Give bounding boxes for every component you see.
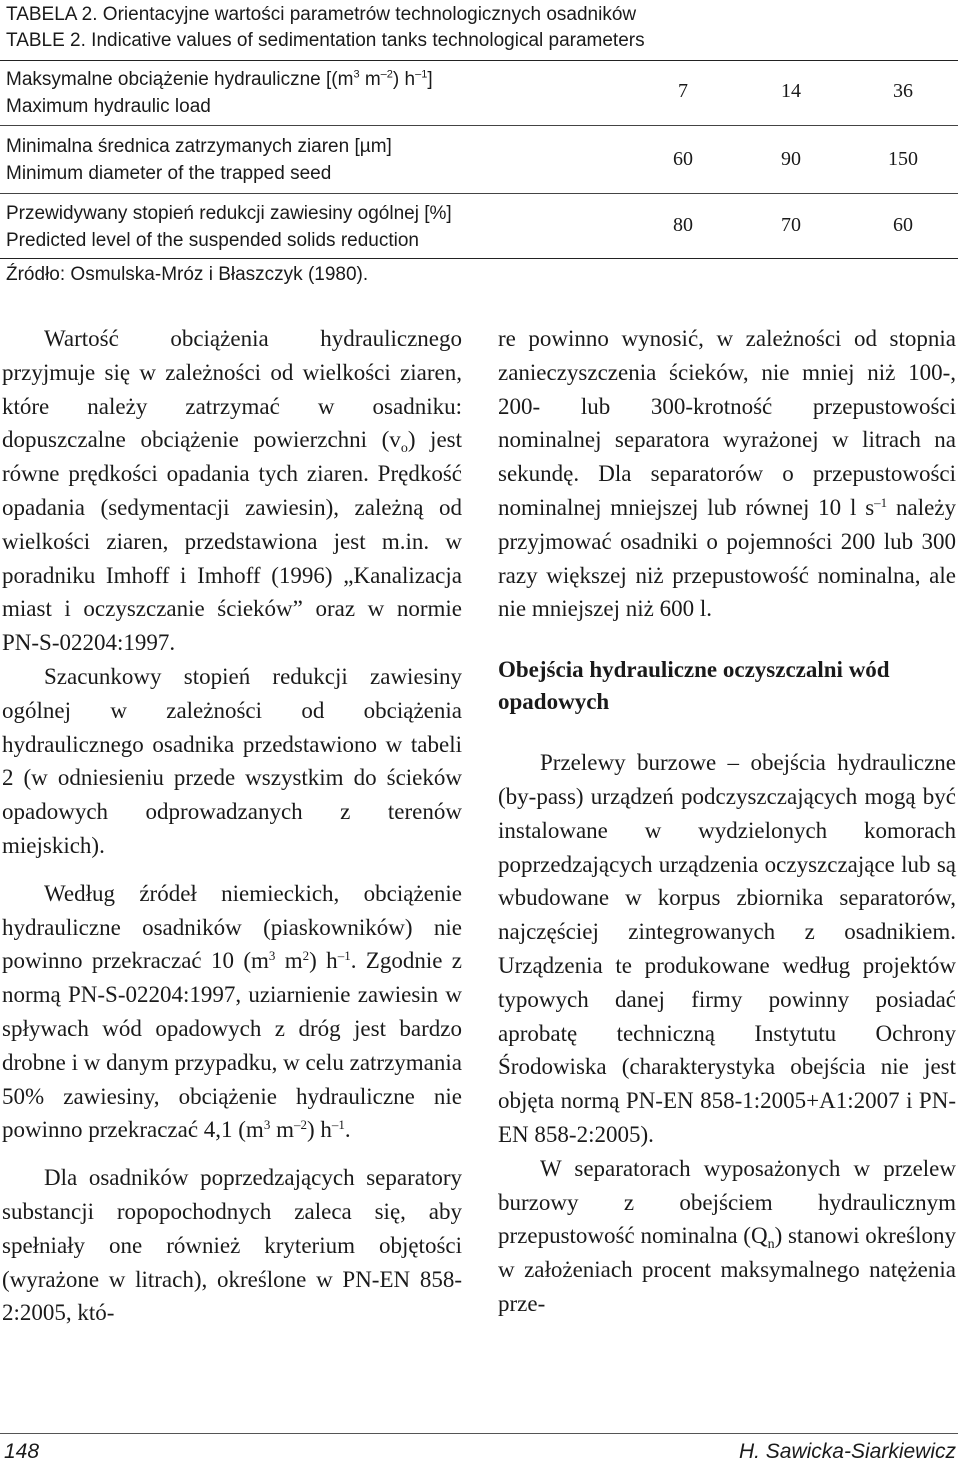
page-number: 148: [4, 1440, 40, 1463]
paragraph: Według źródeł niemieckich, obciążenie hydrauliczne osadników (piaskowników) nie powinno przekraczać 10 ($m^3$ $m^2$) $h^{-1}$. Zgodnie z normą PN-S-02204:1997, uziarnienie zawiesin w spływach wód opadowych z dróg jest bardzo drobne i w danym przypadku, w celu zatrzymania 50% zawiesiny, obciążenie hydrauliczne nie powinno przekraczać 4,1 ($m^3$ $m^{-2}$) $h^{-1}$.: [2, 880, 463, 1143]
paragraph: Dla osadników poprzedzających separatory substancji ropopochodnych zaleca się, aby spełniały one również kryterium objętości (wyrażone w litrach), określone w PN-EN 858-2:2005, któ-: [2, 1165, 462, 1326]
table-row-rule: [0, 125, 958, 126]
right-column: [498, 322, 956, 1321]
paragraph: W separatorach wyposażonych w przelew burzowy z obejściem hydraulicznym przepustowość nominalna $(Q_n)$ stanowi określony w założeniach procent maksymalnego natężenia prze-: [498, 1155, 956, 1316]
paragraph: Przelewy burzowe – obejścia hydrauliczne (by-pass) urządzeń podczyszczających mogą być instalowane w wydzielonych komorach poprzedzających urządzenia oczyszczające lub są wbudowane w korpus zbiornika separatorów, najczęściej zintegrowanych z osadnikiem. Urządzenia te produkowane według projektów typowych danej firmy powinny posiadać aprobatę techniczną Instytutu Ochrony Środowiska (charakterystyka obejścia nie jest objęta normą PN-EN 858-1:2005+A1:2007 i PN-EN 858-2:2005).: [498, 750, 956, 1147]
table-title-pl: TABELA 2. Orientacyjne wartości parametrów technologicznych osadników: [6, 4, 637, 25]
table-cell: 150: [888, 148, 918, 170]
table-cell: 90: [781, 148, 801, 170]
table-top-rule: [0, 60, 958, 61]
paragraph: Szacunkowy stopień redukcji zawiesiny ogólnej w zależności od obciążenia hydraulicznego osadnika przedstawiono w tabeli 2 (w odniesieniu przede wszystkim do ścieków opadowych odprowadzanych z terenów miejskich).: [2, 663, 462, 858]
running-author: H. Sawicka-Siarkiewicz: [738, 1440, 956, 1463]
footer-rule: [0, 1433, 958, 1434]
table-title-en: TABLE 2. Indicative values of sedimentation tanks technological parameters: [6, 30, 645, 51]
table-cell: 60: [893, 214, 913, 236]
table-cell: 60: [673, 148, 693, 170]
section-heading: Obejścia hydrauliczne oczyszczalni wód opadowych: [498, 657, 890, 715]
table-cell: 70: [781, 214, 801, 236]
paragraph: Wartość obciążenia hydraulicznego przyjmuje się w zależności od wielkości ziaren, które należy zatrzymać w osadniku: dopuszczalne obciążenie powierzchni $(v_o)$ jest równe prędkości opadania tych ziaren. Prędkość opadania (sedymentacji zawiesin), zależną od wielkości ziaren, przedstawiona jest m.in. w poradniku Imhoff i Imhoff (1996) „Kanalizacja miast i oczyszczanie ścieków” oraz w normie PN-S-02204:1997.: [2, 326, 462, 656]
table-row-1-label: Maksymalne obciążenie hydrauliczne [($m^3$ $m^{-2}$) $h^{-1}$] Maximum hydraulic load: [6, 68, 433, 117]
table-cell: 36: [893, 80, 913, 102]
table-cell: 7: [678, 80, 688, 102]
table-row-2-label: Minimalna średnica zatrzymanych ziaren [µm] Minimum diameter of the trapped seed: [6, 136, 392, 184]
left-column: [2, 322, 462, 1330]
paragraph: re powinno wynosić, w zależności od stopnia zanieczyszczenia ścieków, nie mniej niż 100-, 200- lub 300-krotność przepustowości nominalnej separatora wyrażonej w litrach na sekundę. Dla separatorów o przepustowości nominalnej mniejszej lub równej 10 l $s^{-1}$ należy przyjmować osadniki o pojemności 200 lub 300 razy większej niż przepustowość nominalna, ale nie mniejszej niż 600 l.: [498, 326, 956, 622]
table-cell: 14: [781, 80, 801, 102]
table-cell: 80: [673, 214, 693, 236]
table-row-3-label: Przewidywany stopień redukcji zawiesiny ogólnej [%] Predicted level of the suspended solids reduction: [6, 203, 452, 251]
table-row-rule: [0, 193, 958, 194]
table-source-note: Źródło: Osmulska-Mróz i Błaszczyk (1980).: [6, 264, 369, 285]
table-bottom-rule: [0, 258, 958, 259]
